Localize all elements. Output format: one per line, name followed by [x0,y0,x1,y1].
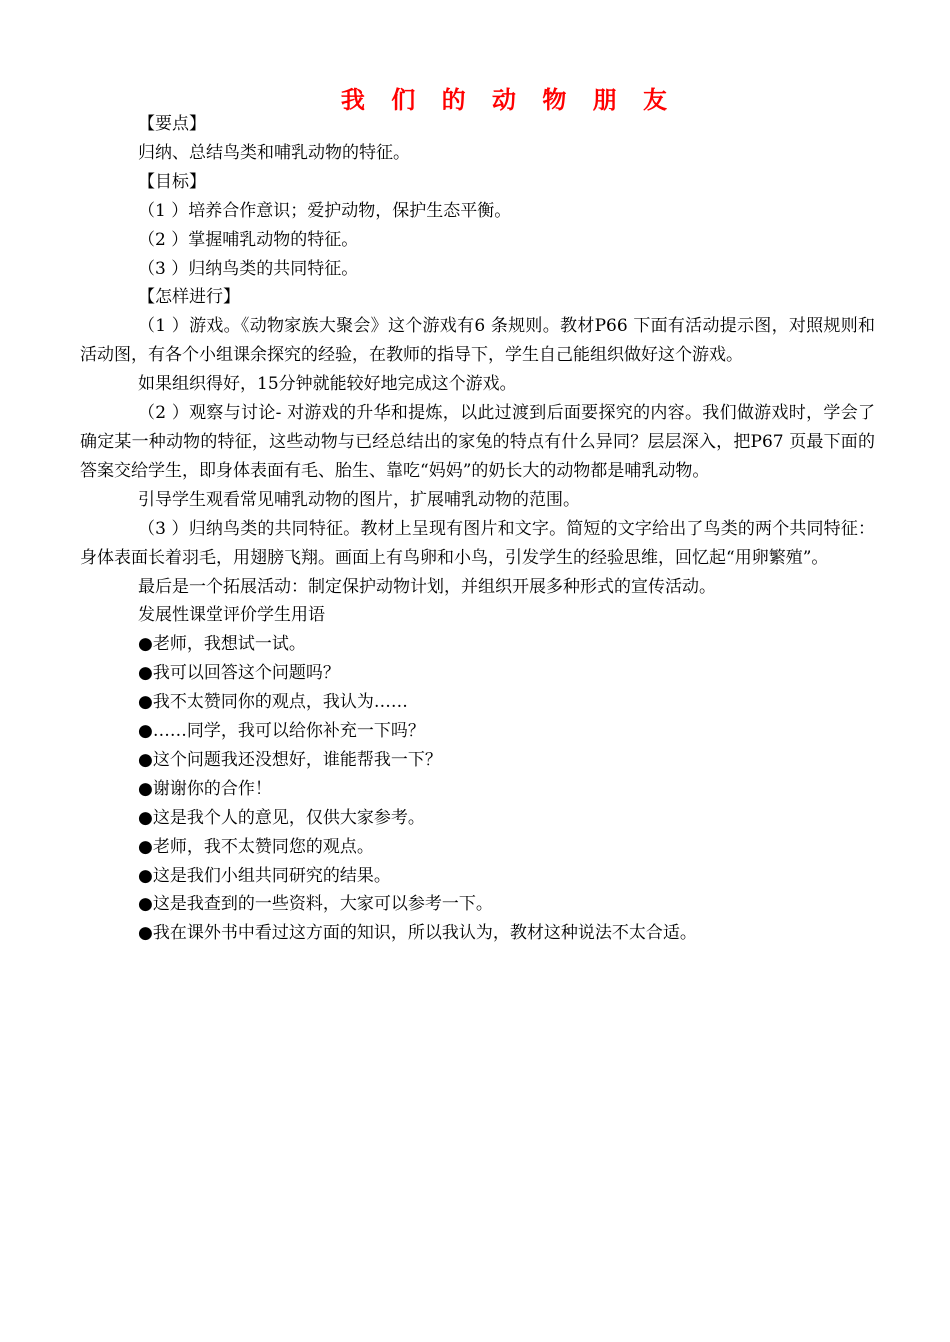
evaluation-phrase [80,804,875,833]
evaluation-phrase [80,659,875,688]
bullet-icon: ● [138,663,153,684]
evaluation-heading: 发展性课堂评价学生用语 [138,605,325,626]
process-paragraph: （3 ）归纳鸟类的共同特征。教材上呈现有图片和文字。简短的文字给出了鸟类的两个共同特征：身体表面长着羽毛，用翅膀飞翔。画面上有鸟卵和小鸟，引发学生的经验思维，回忆起“用卵繁殖”。 [80,518,875,568]
bullet-icon: ● [138,894,153,915]
evaluation-phrase-text: 老师，我想试一试。 [152,634,306,655]
bullet-icon: ● [138,721,153,742]
evaluation-phrase-text: ……同学，我可以给你补充一下吗？ [152,721,425,742]
evaluation-phrase-text: 这是我查到的一些资料，大家可以参考一下。 [152,894,493,915]
heading-process: 【怎样进行】 [138,287,240,308]
goal-item: （1 ）培养合作意识；爱护动物，保护生态平衡。 [138,200,512,221]
process-paragraph: （2 ）观察与讨论- 对游戏的升华和提炼，以此过渡到后面要探究的内容。我们做游戏时，学会了确定某一种动物的特征，这些动物与已经总结出的家兔的特点有什么异同？层层深入，把P67 页最下面的答案交给学生，即身体表面有毛、胎生、靠吃“妈妈”的奶长大的动物都是哺乳动物。 [80,403,875,481]
evaluation-phrase-text: 我可以回答这个问题吗？ [152,663,340,684]
evaluation-phrase [80,862,875,891]
bullet-icon: ● [138,692,153,713]
evaluation-phrase-list [80,630,875,948]
page-title: 我 们 的 动 物 朋 友 [340,86,677,114]
evaluation-phrase-text: 谢谢你的合作！ [152,778,272,799]
evaluation-phrase-text: 这是我们小组共同研究的结果。 [152,865,391,886]
evaluation-phrase [80,833,875,862]
process-paragraph: 如果组织得好，15分钟就能较好地完成这个游戏。 [138,374,517,395]
heading-goals: 【目标】 [138,171,206,192]
evaluation-phrase-text: 这是我个人的意见，仅供大家参考。 [152,807,425,828]
evaluation-phrase-text: 这个问题我还没想好，谁能帮我一下？ [152,749,442,770]
heading-key-points: 【要点】 [138,114,206,134]
evaluation-phrase [80,890,875,919]
evaluation-phrase-text: 老师，我不太赞同您的观点。 [152,836,374,857]
evaluation-phrase-text: 我在课外书中看过这方面的知识，所以我认为，教材这种说法不太合适。 [152,923,697,944]
goal-item: （2 ）掌握哺乳动物的特征。 [138,229,359,250]
bullet-icon: ● [138,836,153,857]
evaluation-phrase [80,746,875,775]
document-body [80,110,875,948]
process-paragraph: （1 ）游戏。《动物家族大聚会》这个游戏有6 条规则。教材P66 下面有活动提示图，对照规则和活动图，有各个小组课余探究的经验，在教师的指导下，学生自己能组织做好这个游戏。 [80,316,875,366]
bullet-icon: ● [138,923,153,944]
evaluation-phrase [80,919,875,948]
bullet-icon: ● [138,634,153,655]
key-points-text: 归纳、总结鸟类和哺乳动物的特征。 [138,142,410,163]
bullet-icon: ● [138,865,153,886]
evaluation-phrase [80,775,875,804]
evaluation-phrase [80,630,875,659]
process-paragraph: 引导学生观看常见哺乳动物的图片，扩展哺乳动物的范围。 [138,489,580,510]
evaluation-phrase [80,717,875,746]
evaluation-phrase-text: 我不太赞同你的观点，我认为…… [152,692,408,713]
bullet-icon: ● [138,778,153,799]
process-paragraph: 最后是一个拓展活动：制定保护动物计划，并组织开展多种形式的宣传活动。 [138,576,716,597]
goal-item: （3 ）归纳鸟类的共同特征。 [138,258,359,279]
bullet-icon: ● [138,749,153,770]
bullet-icon: ● [138,807,153,828]
evaluation-phrase [80,688,875,717]
